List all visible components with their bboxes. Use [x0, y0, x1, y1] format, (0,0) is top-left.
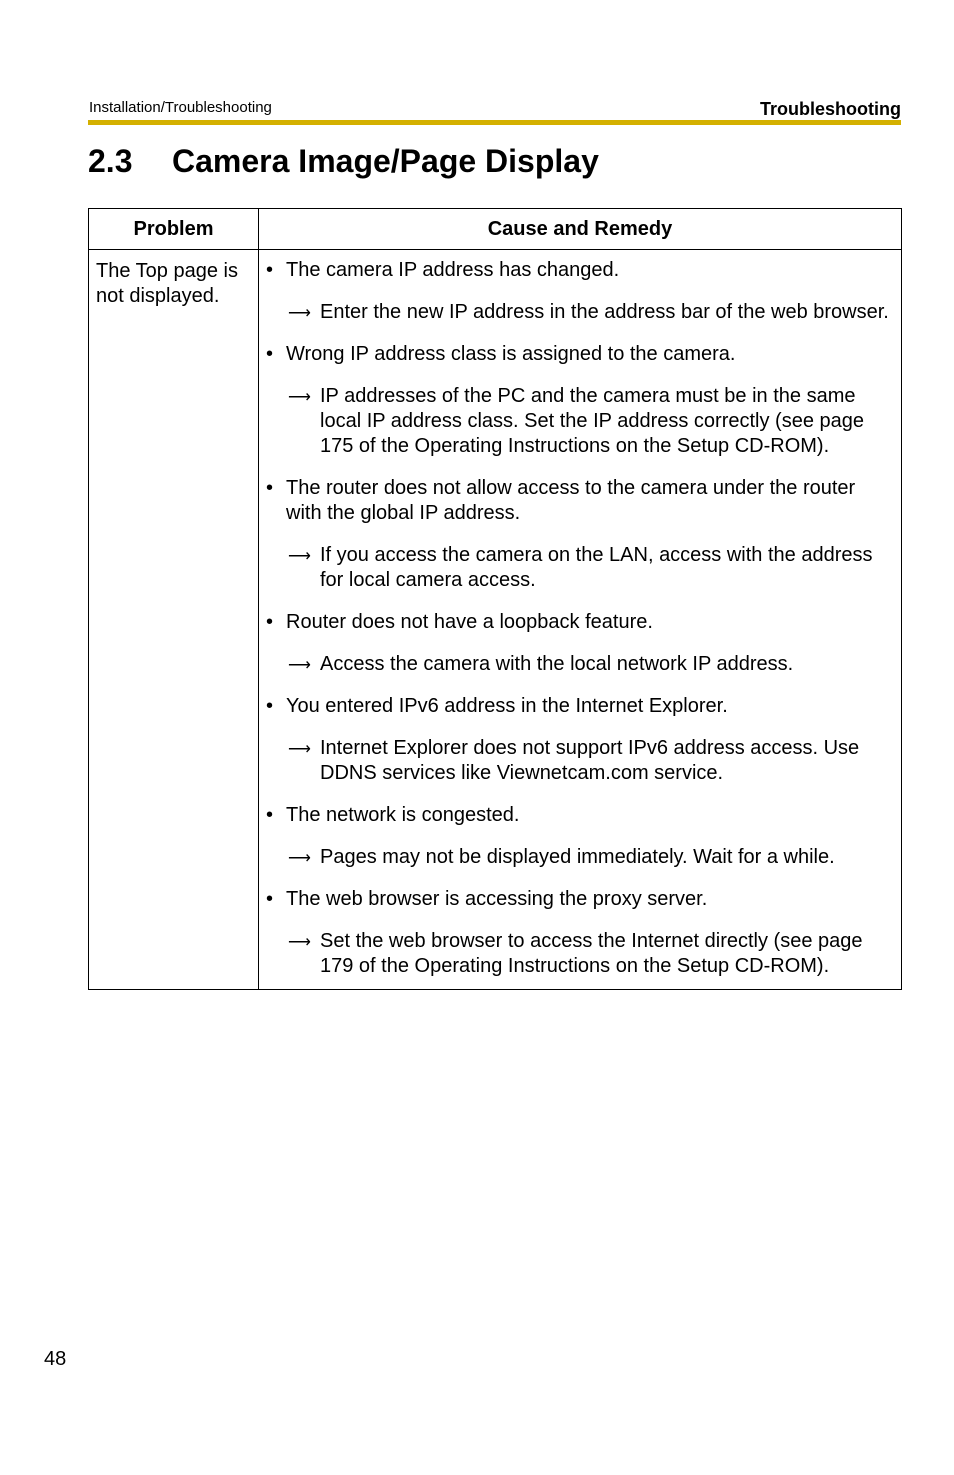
remedy-item [266, 543, 893, 593]
cause-item [266, 610, 893, 635]
arrow-right-icon: ⟶ [288, 741, 311, 758]
bullet-icon: • [266, 477, 274, 499]
section-number: 2.3 [88, 143, 133, 179]
cause-text: The web browser is accessing the proxy server. [286, 888, 708, 910]
arrow-right-icon: ⟶ [288, 657, 311, 674]
remedy-item [266, 652, 893, 677]
remedy-item [266, 736, 893, 786]
header-chapter-title: Troubleshooting [760, 99, 901, 119]
remedy-text: Access the camera with the local network IP address. [320, 653, 794, 675]
cause-text: The network is congested. [286, 804, 520, 826]
remedy-text: Set the web browser to access the Internet directly (see page 179 of the Operating Instructions on the Setup CD-ROM). [320, 930, 863, 977]
page-number: 48 [44, 1348, 67, 1370]
bullet-icon: • [266, 611, 274, 633]
cause-text: You entered IPv6 address in the Internet Explorer. [286, 695, 728, 717]
arrow-right-icon: ⟶ [288, 389, 311, 406]
remedy-text: IP addresses of the PC and the camera must be in the same local IP address class. Set the IP address correctly (see page 175 of the Operating Instructions on the Setup CD-ROM). [320, 385, 864, 457]
remedy-item [266, 384, 893, 459]
section-title-text: Camera Image/Page Display [172, 143, 599, 179]
bullet-icon: • [266, 804, 274, 826]
cause-item [266, 476, 893, 526]
cause-item [266, 258, 893, 283]
cause-text: Wrong IP address class is assigned to the camera. [286, 343, 736, 365]
cause-text: The camera IP address has changed. [286, 259, 620, 281]
arrow-right-icon: ⟶ [288, 548, 311, 565]
cause-text: Router does not have a loopback feature. [286, 611, 653, 633]
remedy-text: Enter the new IP address in the address bar of the web browser. [320, 301, 889, 323]
cause-remedy-entry [266, 342, 893, 459]
arrow-right-icon: ⟶ [288, 850, 311, 867]
cause-item [266, 887, 893, 912]
cause-remedy-entry [266, 887, 893, 979]
header-rule [88, 120, 901, 125]
cause-remedy-entry [266, 476, 893, 593]
remedy-item [266, 300, 893, 325]
cause-item [266, 694, 893, 719]
remedy-text: Internet Explorer does not support IPv6 address access. Use DDNS services like Viewnetcam.com service. [320, 737, 860, 784]
cause-item [266, 342, 893, 367]
cause-remedy-entry [266, 610, 893, 677]
arrow-right-icon: ⟶ [288, 934, 311, 951]
remedy-item [266, 845, 893, 870]
cause-item [266, 803, 893, 828]
bullet-icon: • [266, 888, 274, 910]
bullet-icon: • [266, 259, 274, 281]
table-row [89, 250, 902, 990]
bullet-icon: • [266, 343, 274, 365]
cause-remedy-entry [266, 694, 893, 786]
cause-remedy-list [266, 258, 893, 979]
troubleshooting-table [88, 208, 902, 990]
table-header-row [89, 209, 902, 250]
remedy-cell [259, 250, 902, 990]
section-title [88, 141, 599, 181]
remedy-column-header: Cause and Remedy [259, 209, 902, 250]
remedy-text: If you access the camera on the LAN, access with the address for local camera access. [320, 544, 873, 591]
header-section-path: Installation/Troubleshooting [89, 99, 272, 116]
cause-remedy-entry [266, 258, 893, 325]
remedy-text: Pages may not be displayed immediately. Wait for a while. [320, 846, 835, 868]
cause-remedy-entry [266, 803, 893, 870]
problem-cell: The Top page is not displayed. [89, 250, 259, 990]
problem-column-header: Problem [89, 209, 259, 250]
arrow-right-icon: ⟶ [288, 305, 311, 322]
cause-text: The router does not allow access to the camera under the router with the global IP address. [286, 477, 856, 524]
remedy-item [266, 929, 893, 979]
bullet-icon: • [266, 695, 274, 717]
